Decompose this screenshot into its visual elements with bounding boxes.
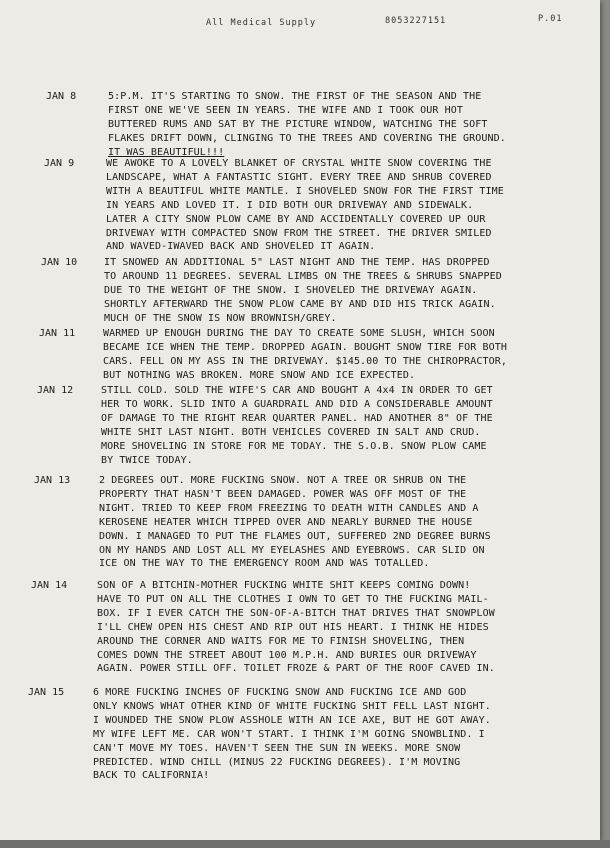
entry-line: IN YEARS AND LOVED IT. I DID BOTH OUR DRIVEWAY AND SIDEWALK. — [106, 199, 474, 211]
entry-line: BACK TO CALIFORNIA! — [93, 770, 210, 782]
entry-line: IT SNOWED AN ADDITIONAL 5" LAST NIGHT AND THE TEMP. HAS DROPPED — [104, 257, 490, 268]
entry-text — [97, 579, 495, 676]
entry-line: BOX. IF I EVER CATCH THE SON-OF-A-BITCH THAT DRIVES THAT SNOWPLOW — [97, 607, 495, 619]
entry-line: OF DAMAGE TO THE RIGHT REAR QUARTER PANEL. HAD ANOTHER 8" OF THE — [101, 412, 493, 424]
entry-line: TO AROUND 11 DEGREES. SEVERAL LIMBS ON THE TREES & SHRUBS SNAPPED — [104, 270, 502, 282]
entry-line: DRIVEWAY WITH COMPACTED SNOW FROM THE STREET. THE DRIVER SMILED — [106, 227, 492, 239]
entry-line: HER TO WORK. SLID INTO A GUARDRAIL AND DID A CONSIDERABLE AMOUNT — [101, 398, 493, 410]
entry-text — [104, 256, 502, 326]
entry-date: JAN 12 — [37, 385, 74, 396]
entry-line: ICE ON THE WAY TO THE EMERGENCY ROOM AND WAS TOTALLED. — [99, 558, 430, 570]
entry-line: DOWN. I MANAGED TO PUT THE FLAMES OUT, SUFFERED 2ND DEGREE BURNS — [99, 530, 491, 542]
entry-text — [101, 384, 493, 467]
entry-line: MY WIFE LEFT ME. CAR WON'T START. I THINK I'M GOING SNOWBLIND. I — [93, 728, 485, 740]
fax-page-number: P.01 — [538, 14, 563, 24]
entry-line: AGAIN. POWER STILL OFF. TOILET FROZE & PART OF THE ROOF CAVED IN. — [97, 663, 495, 675]
entry-line: AND WAVED-IWAVED BACK AND SHOVELED IT AGAIN. — [106, 241, 376, 253]
entry-line: CARS. FELL ON MY ASS IN THE DRIVEWAY. $145.00 TO THE CHIROPRACTOR, — [103, 355, 507, 367]
entry-line: MORE SHOVELING IN STORE FOR ME TODAY. THE S.O.B. SNOW PLOW CAME — [101, 440, 487, 452]
entry-line: COMES DOWN THE STREET ABOUT 100 M.P.H. AND BURIES OUR DRIVEWAY — [97, 649, 477, 661]
entry-date: JAN 9 — [44, 158, 75, 169]
entry-line: WARMED UP ENOUGH DURING THE DAY TO CREATE SOME SLUSH, WHICH SOON — [103, 328, 495, 339]
entry-line: WITH A BEAUTIFUL WHITE MANTLE. I SHOVELED SNOW FOR THE FIRST TIME — [106, 185, 504, 197]
entry-date: JAN 11 — [39, 328, 76, 339]
entry-line: HAVE TO PUT ON ALL THE CLOTHES I OWN TO GET TO THE FUCKING MAIL- — [97, 593, 489, 605]
fax-phone: 8053227151 — [385, 16, 447, 26]
entry-text — [93, 686, 491, 783]
entry-line: FLAKES DRIFT DOWN, CLINGING TO THE TREES AND COVERING THE GROUND. — [108, 132, 506, 144]
entry-text — [103, 327, 507, 383]
entry-line: LATER A CITY SNOW PLOW CAME BY AND ACCIDENTALLY COVERED UP OUR — [106, 213, 486, 225]
entry-line: MUCH OF THE SNOW IS NOW BROWNISH/GREY. — [104, 312, 337, 324]
entry-date: JAN 8 — [46, 91, 77, 102]
entry-line: PROPERTY THAT HASN'T BEEN DAMAGED. POWER WAS OFF MOST OF THE — [99, 488, 467, 500]
entry-line-underlined: IT WAS BEAUTIFUL!!! — [108, 146, 225, 158]
entry-line: SON OF A BITCHIN-MOTHER FUCKING WHITE SHIT KEEPS COMING DOWN! — [97, 580, 471, 591]
entry-line: AROUND THE CORNER AND WAITS FOR ME TO FINISH SHOVELING, THEN — [97, 635, 465, 647]
entry-line: BECAME ICE WHEN THE TEMP. DROPPED AGAIN. BOUGHT SNOW TIRE FOR BOTH — [103, 341, 507, 353]
entry-date: JAN 10 — [41, 257, 78, 268]
entry-line: DUE TO THE WEIGHT OF THE SNOW. I SHOVELED THE DRIVEWAY AGAIN. — [104, 284, 478, 296]
entry-line: FIRST ONE WE'VE SEEN IN YEARS. THE WIFE AND I TOOK OUR HOT — [108, 104, 463, 116]
entry-line: ON MY HANDS AND LOST ALL MY EYELASHES AND EYEBROWS. CAR SLID ON — [99, 544, 485, 556]
entry-line: LANDSCAPE, WHAT A FANTASTIC SIGHT. EVERY TREE AND SHRUB COVERED — [106, 171, 492, 183]
entry-line: BUTTERED RUMS AND SAT BY THE PICTURE WINDOW, WATCHING THE SOFT — [108, 118, 488, 130]
entry-date: JAN 14 — [31, 580, 68, 591]
entry-line: KEROSENE HEATER WHICH TIPPED OVER AND NEARLY BURNED THE HOUSE — [99, 516, 473, 528]
table-edge — [0, 840, 610, 848]
fax-header — [0, 15, 600, 29]
entry-line: NIGHT. TRIED TO KEEP FROM FREEZING TO DEATH WITH CANDLES AND A — [99, 502, 479, 514]
entry-line: 5:P.M. IT'S STARTING TO SNOW. THE FIRST OF THE SEASON AND THE — [108, 91, 482, 102]
entry-line: BY TWICE TODAY. — [101, 454, 193, 466]
entry-line: ONLY KNOWS WHAT OTHER KIND OF WHITE FUCKING SHIT FELL LAST NIGHT. — [93, 700, 491, 712]
entry-line: I WOUNDED THE SNOW PLOW ASSHOLE WITH AN ICE AXE, BUT HE GOT AWAY. — [93, 714, 491, 726]
entry-text — [108, 90, 506, 160]
entry-line: STILL COLD. SOLD THE WIFE'S CAR AND BOUGHT A 4x4 IN ORDER TO GET — [101, 385, 493, 396]
fax-company: All Medical Supply — [206, 18, 317, 28]
entry-line: SHORTLY AFTERWARD THE SNOW PLOW CAME BY AND DID HIS TRICK AGAIN. — [104, 298, 496, 310]
entry-line: WHITE SHIT LAST NIGHT. BOTH VEHICLES COVERED IN SALT AND CRUD. — [101, 426, 481, 438]
entry-date: JAN 15 — [28, 687, 65, 698]
entry-line: PREDICTED. WIND CHILL (MINUS 22 FUCKING DEGREES). I'M MOVING — [93, 756, 461, 768]
entry-line: I'LL CHEW OPEN HIS CHEST AND RIP OUT HIS HEART. I THINK HE HIDES — [97, 621, 489, 633]
entry-line: 2 DEGREES OUT. MORE FUCKING SNOW. NOT A TREE OR SHRUB ON THE — [99, 475, 467, 486]
entry-date: JAN 13 — [34, 475, 71, 486]
entry-line: CAN'T MOVE MY TOES. HAVEN'T SEEN THE SUN IN WEEKS. MORE SNOW — [93, 742, 461, 754]
entry-line: 6 MORE FUCKING INCHES OF FUCKING SNOW AND FUCKING ICE AND GOD — [93, 687, 467, 698]
entry-line: WE AWOKE TO A LOVELY BLANKET OF CRYSTAL WHITE SNOW COVERING THE — [106, 158, 492, 169]
entry-text — [106, 157, 504, 254]
entry-text — [99, 474, 491, 571]
entry-line: BUT NOTHING WAS BROKEN. MORE SNOW AND ICE EXPECTED. — [103, 369, 416, 381]
